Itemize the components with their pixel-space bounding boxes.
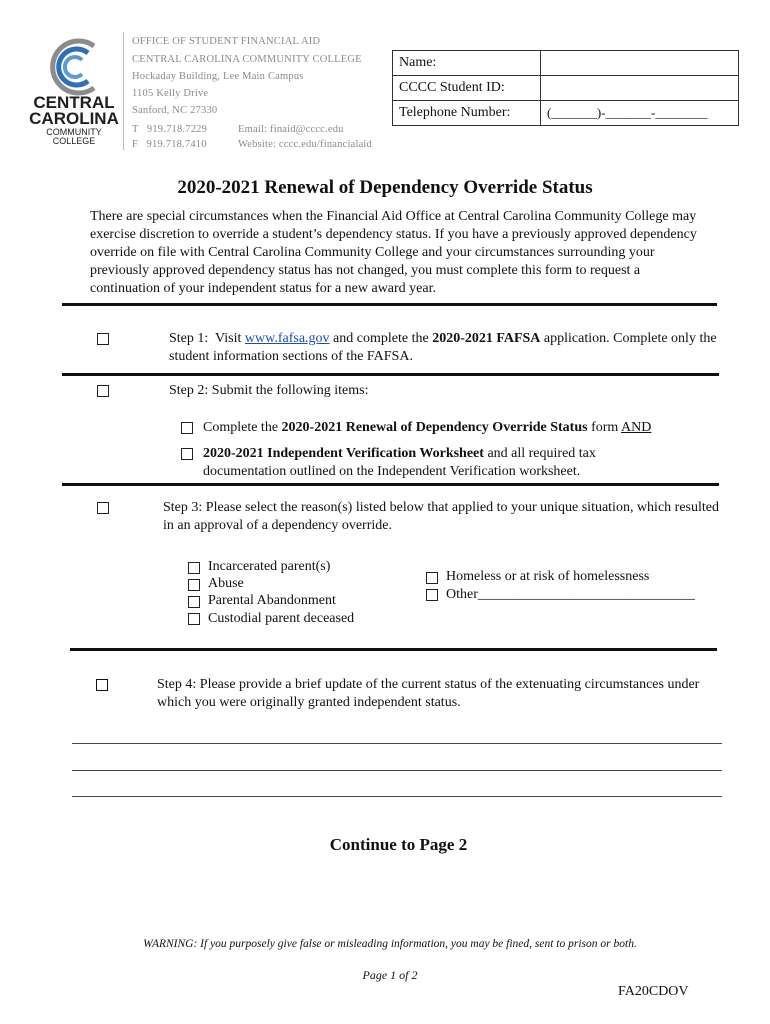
student-info-table bbox=[392, 50, 739, 126]
divider-1 bbox=[62, 303, 717, 306]
step3-checkbox[interactable] bbox=[97, 502, 109, 514]
name-label: Name: bbox=[393, 51, 541, 76]
reason-checkbox-deceased[interactable] bbox=[188, 613, 200, 625]
item1-post: form bbox=[587, 420, 622, 435]
item1-and: AND bbox=[621, 420, 652, 435]
response-line-2[interactable] bbox=[72, 770, 722, 771]
step1-post: application. Complete only the student information sections of the FAFSA. bbox=[169, 331, 717, 364]
step3-text: Step 3: Please select the reason(s) listed below that applied to your unique situation, which resulted in an approval of a dependency override. bbox=[163, 500, 719, 533]
reason-checkbox-other[interactable] bbox=[426, 589, 438, 601]
student-id-label: CCCC Student ID: bbox=[393, 76, 541, 101]
intro-paragraph: There are special circumstances when the Financial Aid Office at Central Carolina Community College may exercise discretion to override a student’s dependency status. If you have a previously approved dependency override on file with Central Carolina Community College and your circumstances surrounding your previously approved dependency status has not changed, you must complete this form to request a continuation of your independent status for a new award year. bbox=[90, 209, 697, 296]
telephone-field[interactable]: (_______)-_______-________ bbox=[541, 101, 739, 126]
city: Sanford, NC 27330 bbox=[132, 105, 218, 116]
fafsa-link[interactable]: www.fafsa.gov bbox=[244, 331, 330, 346]
step2-checkbox[interactable] bbox=[97, 385, 109, 397]
phone: T 919.718.7229 bbox=[132, 124, 208, 135]
page-title: 2020-2021 Renewal of Dependency Override Status bbox=[177, 177, 593, 198]
reason-checkbox-homeless[interactable] bbox=[426, 572, 438, 584]
header-divider bbox=[123, 32, 124, 150]
step2-text: Step 2: Submit the following items: bbox=[169, 383, 369, 398]
college-logo bbox=[28, 38, 120, 148]
response-line-1[interactable] bbox=[72, 743, 722, 744]
item1-bold: 2020-2021 Renewal of Dependency Override Status bbox=[281, 420, 588, 435]
warning-text: WARNING: If you purposely give false or misleading information, you may be fined, sent to prison or both. bbox=[143, 938, 637, 950]
item1-pre: Complete the bbox=[203, 420, 282, 435]
reason-abuse: Abuse bbox=[208, 576, 244, 591]
divider-2 bbox=[62, 373, 719, 376]
continue-heading: Continue to Page 2 bbox=[329, 835, 468, 854]
reason-incarcerated: Incarcerated parent(s) bbox=[208, 559, 331, 574]
logo-swirl-icon bbox=[44, 38, 104, 96]
step1-pre: Step 1: Visit bbox=[169, 331, 245, 346]
student-id-field[interactable] bbox=[541, 76, 739, 101]
reason-checkbox-abandonment[interactable] bbox=[188, 596, 200, 608]
name-field[interactable] bbox=[541, 51, 739, 76]
response-line-3[interactable] bbox=[72, 796, 722, 797]
reason-abandonment: Parental Abandonment bbox=[208, 593, 336, 608]
email: Email: finaid@cccc.edu bbox=[238, 124, 344, 135]
form-code: FA20CDOV bbox=[618, 984, 689, 999]
office-name: OFFICE OF STUDENT FINANCIAL AID bbox=[132, 36, 321, 47]
reason-checkbox-incarcerated[interactable] bbox=[188, 562, 200, 574]
item2-bold: 2020-2021 Independent Verification Worksheet bbox=[203, 446, 484, 461]
college-name: CENTRAL CAROLINA COMMUNITY COLLEGE bbox=[132, 54, 362, 65]
step2-item1 bbox=[203, 419, 703, 437]
logo-community: COMMUNITY bbox=[46, 127, 102, 137]
street: 1105 Kelly Drive bbox=[132, 88, 209, 99]
step1-bold: 2020-2021 FAFSA bbox=[432, 331, 541, 346]
step4-text: Step 4: Please provide a brief update of the current status of the extenuating circumstances under which you were originally granted independent status. bbox=[157, 677, 700, 710]
telephone-label: Telephone Number: bbox=[393, 101, 541, 126]
logo-college: COLLEGE bbox=[52, 136, 96, 146]
item2-post: and all required tax documentation outlined on the Independent Verification worksheet. bbox=[203, 446, 596, 479]
step1-mid: and complete the bbox=[329, 331, 433, 346]
reason-checkbox-abuse[interactable] bbox=[188, 579, 200, 591]
page-number: Page 1 of 2 bbox=[362, 968, 418, 982]
building: Hockaday Building, Lee Main Campus bbox=[132, 71, 304, 82]
divider-4 bbox=[70, 648, 717, 651]
step2-item2 bbox=[203, 445, 633, 481]
logo-carolina: CAROLINA bbox=[29, 109, 119, 128]
step1-checkbox[interactable] bbox=[97, 333, 109, 345]
step2-item2-checkbox[interactable] bbox=[181, 448, 193, 460]
fax: F 919.718.7410 bbox=[132, 139, 207, 150]
reason-deceased: Custodial parent deceased bbox=[208, 611, 355, 626]
divider-3 bbox=[62, 483, 719, 486]
step1-text bbox=[169, 330, 719, 366]
step4-checkbox[interactable] bbox=[96, 679, 108, 691]
logo-central: CENTRAL bbox=[33, 93, 115, 112]
website: Website: cccc.edu/financialaid bbox=[238, 139, 373, 150]
reason-other[interactable]: Other_______________________________ bbox=[446, 587, 695, 602]
reason-homeless: Homeless or at risk of homelessness bbox=[446, 569, 650, 584]
step2-item1-checkbox[interactable] bbox=[181, 422, 193, 434]
